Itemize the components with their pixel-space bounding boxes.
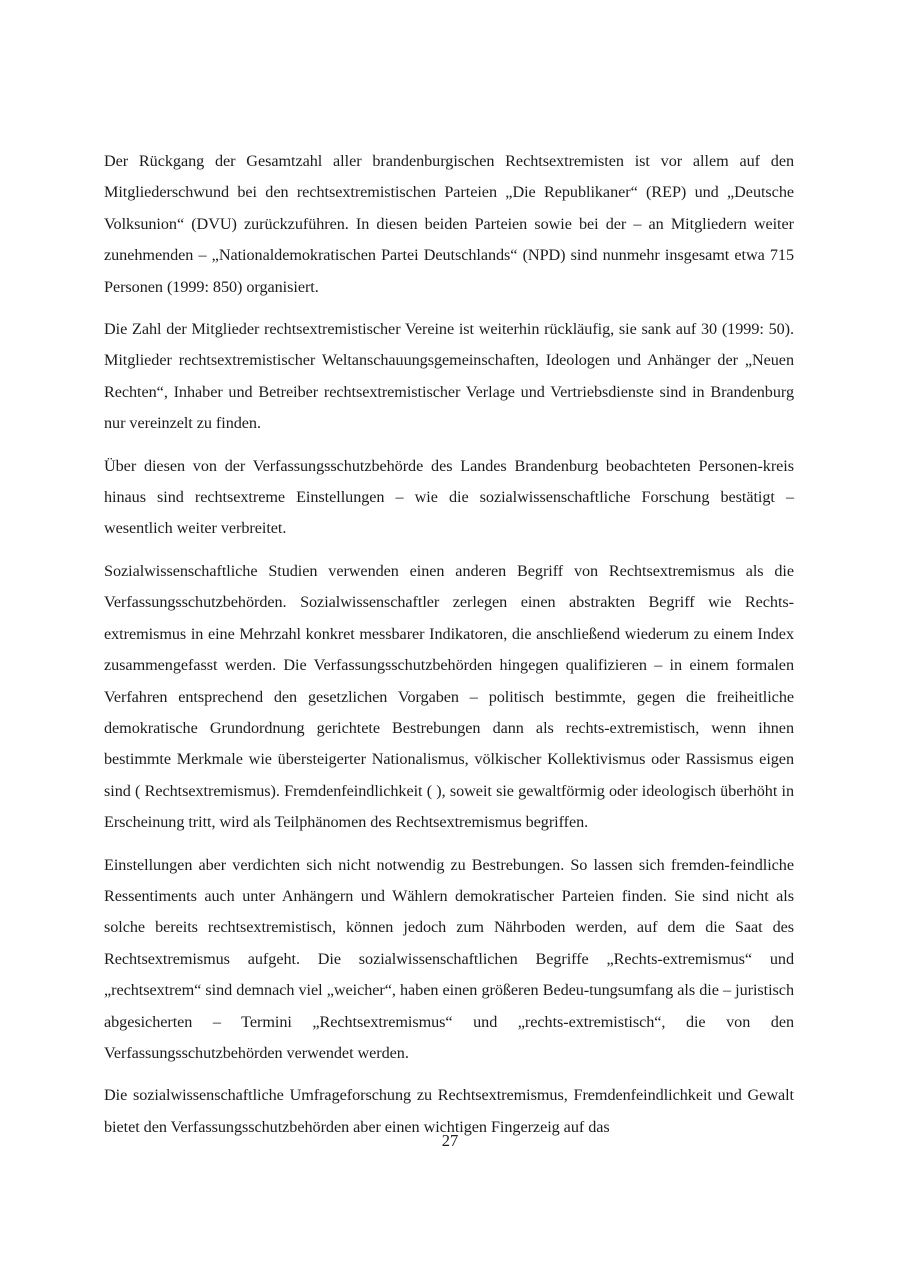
- body-text: [104, 146, 794, 1154]
- paragraph-3: Über diesen von der Verfassungsschutzbehörde des Landes Brandenburg beobachteten Personen-kreis hinaus sind rechtsextreme Einstellungen – wie die sozialwissenschaftliche Forschung bestätigt – wesentlich weiter verbreitet.: [104, 456, 794, 538]
- paragraph-1: Der Rückgang der Gesamtzahl aller brandenburgischen Rechtsextremisten ist vor allem auf den Mitgliederschwund bei den rechtsextremistischen Parteien „Die Republikaner“ (REP) und „Deutsche Volksunion“ (DVU) zurückzuführen. In diesen beiden Parteien sowie bei der – an Mitgliedern weiter zunehmenden – „Nationaldemokratischen Partei Deutschlands“ (NPD) sind nunmehr insgesamt etwa 715 Personen (1999: 850) organisiert.: [104, 152, 794, 296]
- paragraph-6: Die sozialwissenschaftliche Umfrageforschung zu Rechtsextremismus, Fremdenfeindlichkeit und Gewalt bietet den Verfassungsschutzbehörden aber einen wichtigen Fingerzeig auf das: [104, 1086, 794, 1136]
- page-number: 27: [441, 1131, 459, 1150]
- paragraph-4: Sozialwissenschaftliche Studien verwenden einen anderen Begriff von Rechtsextremismus als die Verfassungsschutzbehörden. Sozialwissenschaftler zerlegen einen abstrakten Begriff wie Rechts-extremismus in eine Mehrzahl konkret messbarer Indikatoren, die anschließend wiederum zu einem Index zusammengefasst werden. Die Verfassungsschutzbehörden hingegen qualifizieren – in einem formalen Verfahren entsprechend den gesetzlichen Vorgaben – politisch bestimmte, gegen die freiheitliche demokratische Grundordnung gerichtete Bestrebungen dann als rechts-extremistisch, wenn ihnen bestimmte Merkmale wie übersteigerter Nationalismus, völkischer Kollektivismus oder Rassismus eigen sind ( Rechtsextremismus). Fremdenfeindlichkeit ( ), soweit sie gewaltförmig oder ideologisch überhöht in Erscheinung tritt, wird als Teilphänomen des Rechtsextremismus begriffen.: [104, 561, 794, 832]
- paragraph-5: Einstellungen aber verdichten sich nicht notwendig zu Bestrebungen. So lassen sich fremden-feindliche Ressentiments auch unter Anhängern und Wählern demokratischer Parteien finden. Sie sind nicht als solche bereits rechtsextremistisch, können jedoch zum Nährboden werden, auf dem die Saat des Rechtsextremismus aufgeht. Die sozialwissenschaftlichen Begriffe „Rechts-extremismus“ und „rechtsextrem“ sind demnach viel „weicher“, haben einen größeren Bedeu-tungsumfang als die – juristisch abgesicherten – Termini „Rechtsextremismus“ und „rechts-extremistisch“, die von den Verfassungsschutzbehörden verwendet werden.: [104, 855, 794, 1062]
- paragraph-2: Die Zahl der Mitglieder rechtsextremistischer Vereine ist weiterhin rückläufig, sie sank auf 30 (1999: 50). Mitglieder rechtsextremistischer Weltanschauungsgemeinschaften, Ideologen und Anhänger der „Neuen Rechten“, Inhaber und Betreiber rechtsextremistischer Verlage und Vertriebsdienste sind in Brandenburg nur vereinzelt zu finden.: [104, 320, 794, 433]
